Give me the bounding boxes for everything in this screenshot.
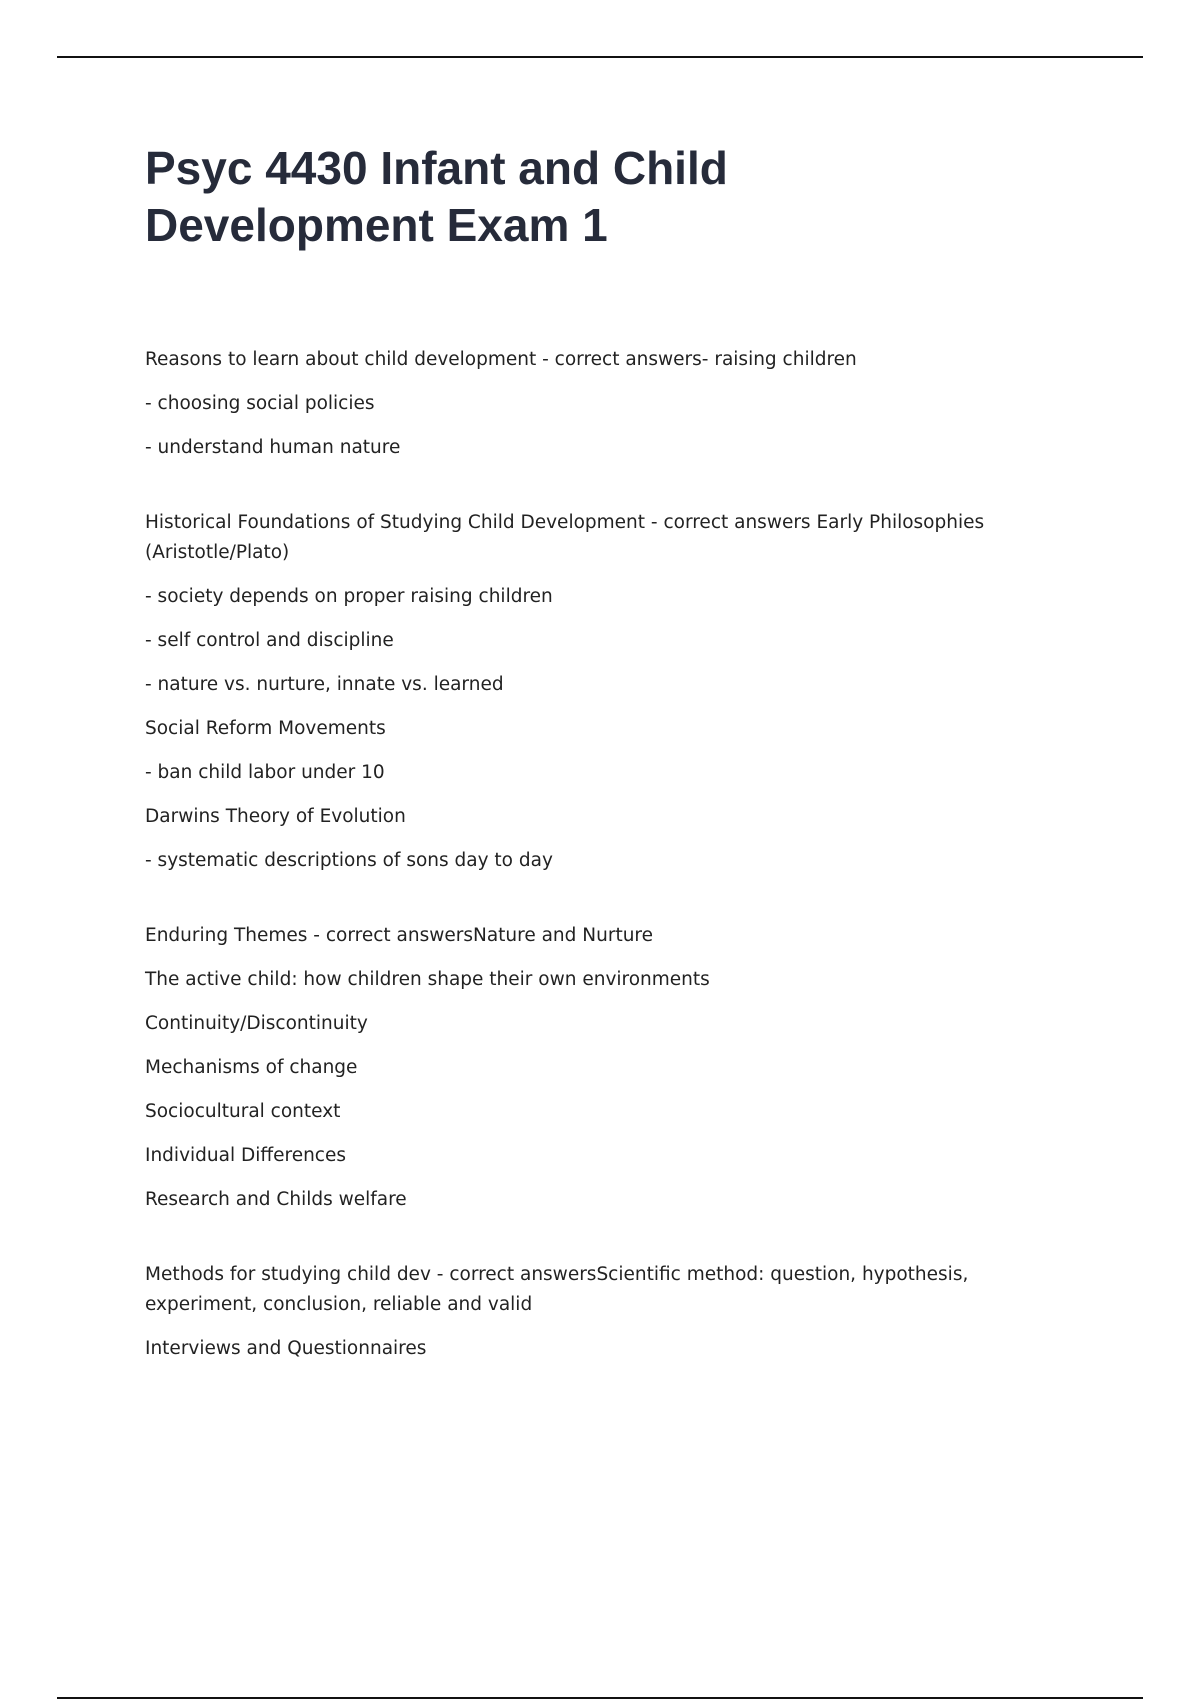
qa-line: Research and Childs welfare [145, 1189, 407, 1210]
qa-line: - society depends on proper raising children [145, 586, 553, 607]
document-title: Psyc 4430 Infant and Child Development Exam 1 [145, 142, 728, 251]
qa-block-historical-foundations [145, 508, 1085, 876]
qa-line: Individual Differences [145, 1145, 346, 1166]
qa-line: - choosing social policies [145, 393, 375, 414]
qa-line: Continuity/Discontinuity [145, 1013, 368, 1034]
qa-block-enduring-themes [145, 921, 1085, 1215]
qa-line: Methods for studying child dev - correct answersScientific method: question, hypothesis, experiment, conclusion, reliable and valid [145, 1264, 969, 1315]
qa-line: - self control and discipline [145, 630, 394, 651]
qa-line: Mechanisms of change [145, 1057, 358, 1078]
qa-line: Social Reform Movements [145, 718, 386, 739]
qa-list [145, 345, 1085, 1364]
qa-line: - systematic descriptions of sons day to day [145, 850, 553, 871]
qa-line: Interviews and Questionnaires [145, 1338, 427, 1359]
qa-line: Enduring Themes - correct answersNature and Nurture [145, 925, 654, 946]
qa-line: Historical Foundations of Studying Child Development - correct answers Early Philosophies (Aristotle/Plato) [145, 512, 985, 563]
qa-line: - ban child labor under 10 [145, 762, 385, 783]
top-rule [57, 56, 1143, 58]
qa-block-reasons [145, 345, 1085, 463]
bottom-rule [57, 1697, 1143, 1699]
qa-line: The active child: how children shape their own environments [145, 969, 710, 990]
qa-block-methods [145, 1260, 1085, 1364]
qa-line: - nature vs. nurture, innate vs. learned [145, 674, 504, 695]
qa-line: Sociocultural context [145, 1101, 341, 1122]
qa-line: Reasons to learn about child development - correct answers- raising children [145, 349, 857, 370]
qa-line: - understand human nature [145, 437, 401, 458]
qa-line: Darwins Theory of Evolution [145, 806, 406, 827]
document-body [145, 140, 1085, 1409]
